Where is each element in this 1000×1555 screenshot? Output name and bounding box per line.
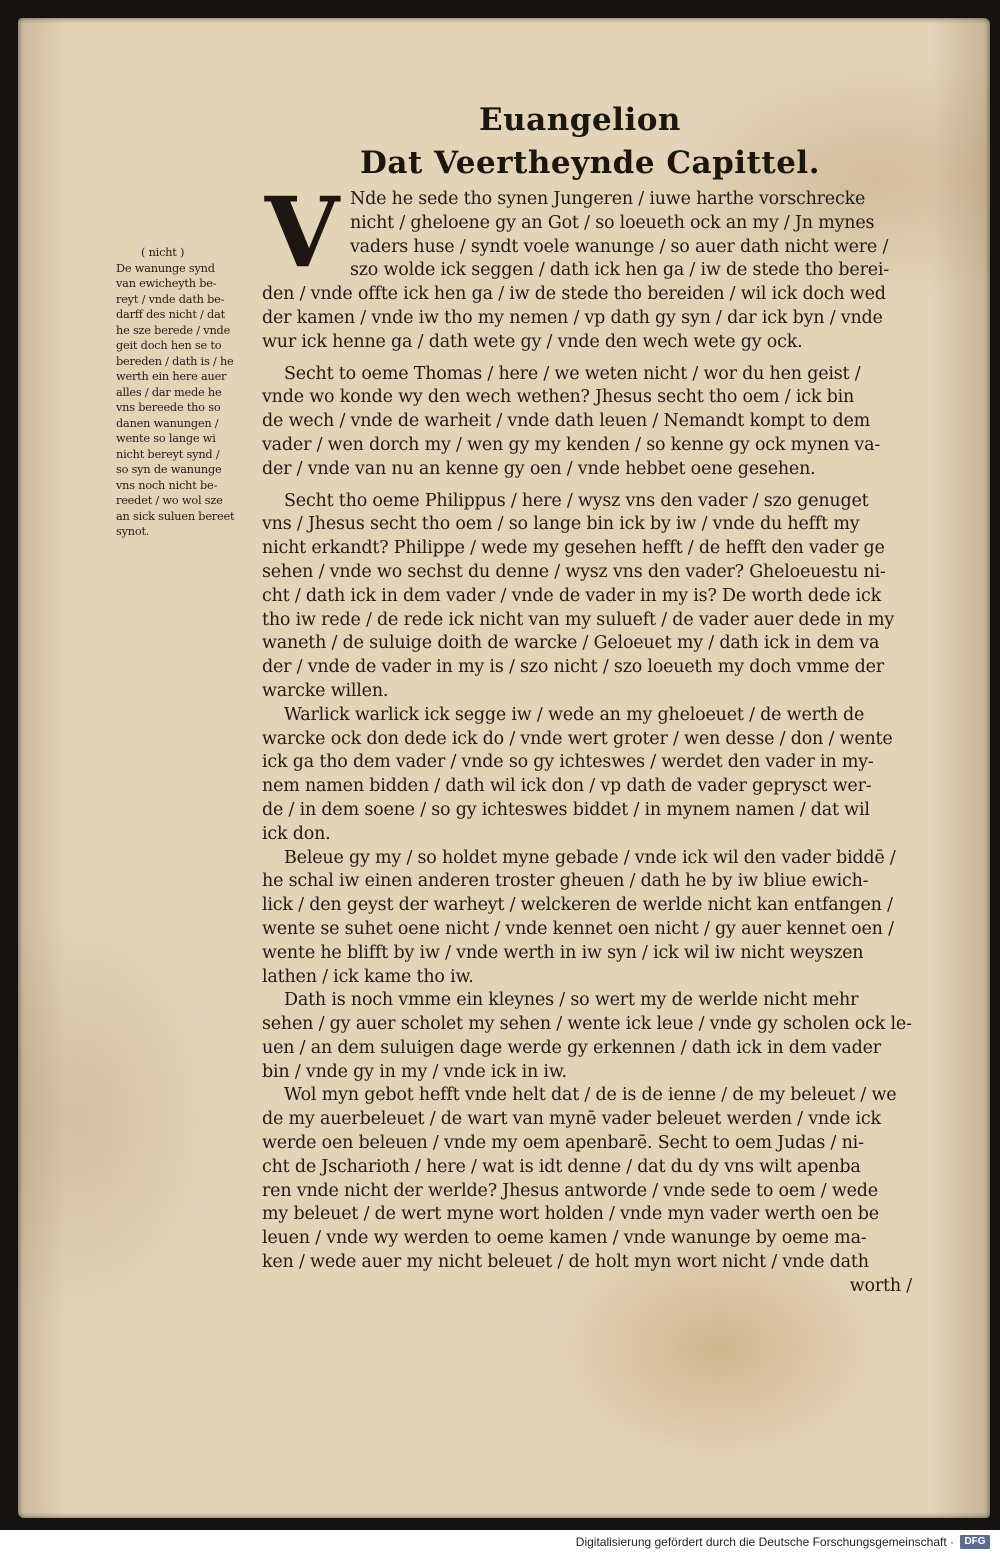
- text-line: vaders huse / syndt voele wanunge / so auer dath nicht were /: [350, 236, 889, 257]
- text-line: uen / an dem suluigen dage werde gy erkennen / dath ick in dem vader: [262, 1037, 881, 1058]
- margin-note-line: bereden / dath is / he: [116, 354, 234, 368]
- text-line: de wech / vnde de warheit / vnde dath leuen / Nemandt kompt to dem: [262, 411, 871, 432]
- margin-note: [116, 245, 262, 540]
- footer-bar: [0, 1530, 1000, 1555]
- text-line: cht de Jscharioth / here / wat is idt denne / dat du dy vns wilt apenba: [262, 1156, 861, 1177]
- text-line: Nde he sede tho synen Jungeren / iuwe harthe vorschrecke: [350, 189, 866, 209]
- margin-note-line: wente so lange wi: [116, 432, 216, 445]
- text-line: ick ga tho dem vader / vnde so gy ichteswes / werdet den vader in my-: [262, 752, 874, 773]
- text-line: de my auerbeleuet / de wart van mynē vader beleuet werden / vnde ick: [262, 1109, 881, 1130]
- text-line: der / vnde de vader in my is / szo nicht / szo loeueth my doch vmme der: [262, 657, 884, 678]
- text-line: nicht / gheloene gy an Got / so loeueth ock an my / Jn mynes: [350, 212, 875, 233]
- margin-note-line: van ewicheyth be-: [116, 277, 217, 290]
- text-line: der / vnde van nu an kenne gy oen / vnde hebbet oene gesehen.: [262, 458, 816, 479]
- funding-notice: Digitalisierung gefördert durch die Deutsche Forschungsgemeinschaft ·: [575, 1535, 954, 1549]
- text-line: lathen / ick kame tho iw.: [262, 966, 474, 987]
- text-line: lick / den geyst der warheyt / welckeren de werlde nicht kan entfangen /: [262, 895, 893, 916]
- margin-note-line: reyt / vnde dath be-: [116, 292, 225, 306]
- text-line: vnde wo konde wy den wech wethen? Jhesus secht tho oem / ick bin: [262, 387, 855, 408]
- margin-note-line: De wanunge synd: [116, 261, 215, 275]
- margin-note-line: an sick suluen bereet: [116, 509, 235, 523]
- text-line: den / vnde offte ick hen ga / iw de stede tho bereiden / wil ick doch wed: [262, 284, 886, 305]
- text-line: Wol myn gebot hefft vnde helt dat / de is de ienne / de my beleuet / we: [284, 1085, 897, 1106]
- decorated-initial: V: [264, 176, 340, 289]
- margin-note-line: werth ein here auer: [116, 370, 227, 383]
- text-line: nicht erkandt? Philippe / wede my gesehen hefft / de hefft den vader ge: [262, 538, 885, 559]
- margin-note-line: vns noch nicht be-: [116, 478, 218, 492]
- text-line: worth /: [849, 1275, 912, 1296]
- text-line: wur ick henne ga / dath wete gy / vnde den wech wete gy ock.: [262, 331, 803, 352]
- chapter-heading: Dat Veertheynde Capittel.: [359, 145, 821, 181]
- text-line: my beleuet / de wert myne wort holden / vnde myn vader werth oen be: [262, 1204, 879, 1225]
- text-line: bin / vnde gy in my / vnde ick in iw.: [262, 1061, 567, 1082]
- margin-note-line: ( nicht ): [141, 246, 185, 259]
- margin-note-line: synot.: [116, 525, 150, 538]
- text-line: wente he blifft by iw / vnde werth in iw syn / ick wil iw nicht weyszen: [262, 942, 864, 963]
- text-line: szo wolde ick seggen / dath ick hen ga / iw de stede tho berei-: [350, 260, 890, 281]
- text-line: sehen / vnde wo sechst du denne / wysz vns den vader? Gheloeuestu ni-: [262, 561, 886, 582]
- text-line: vader / wen dorch my / wen gy my kenden / so kenne gy ock mynen va-: [262, 434, 881, 455]
- margin-note-line: he sze berede / vnde: [116, 323, 231, 337]
- running-title: Euangelion: [479, 102, 681, 138]
- text-line: werde oen beleuen / vnde my oem apenbarē. Secht to oem Judas / ni-: [262, 1133, 864, 1154]
- text-line: wente se suhet oene nicht / vnde kennet oen nicht / gy auer kennet oen /: [262, 918, 894, 939]
- body-text: [262, 188, 912, 1299]
- text-line: Beleue gy my / so holdet myne gebade / vnde ick wil den vader biddē /: [284, 847, 896, 868]
- margin-note-line: vns bereede tho so: [116, 401, 221, 414]
- text-line: warcke ock don dede ick do / vnde wert groter / wen desse / don / wente: [262, 728, 893, 749]
- text-line: Warlick warlick ick segge iw / wede an my gheloeuet / de werth de: [284, 704, 865, 725]
- margin-note-line: danen wanungen /: [116, 416, 219, 430]
- text-line: der kamen / vnde iw tho my nemen / vp dath gy syn / dar ick byn / vnde: [262, 307, 883, 328]
- text-line: Secht tho oeme Philippus / here / wysz vns den vader / szo genuget: [284, 490, 869, 511]
- text-line: warcke willen.: [262, 680, 389, 701]
- text-line: ick don.: [262, 823, 331, 844]
- text-line: vns / Jhesus secht tho oem / so lange bin ick by iw / vnde du hefft my: [262, 514, 860, 535]
- margin-note-line: reedet / wo wol sze: [116, 494, 223, 507]
- text-line: waneth / de suluige doith de warcke / Geloeuet my / dath ick in dem va: [262, 633, 880, 654]
- margin-note-line: nicht bereyt synd /: [116, 447, 220, 461]
- margin-note-line: geit doch hen se to: [116, 339, 222, 352]
- text-line: Secht to oeme Thomas / here / we weten nicht / wor du hen geist /: [284, 363, 861, 384]
- text-line: tho iw rede / de rede ick nicht van my sulueft / de vader auer dede in my: [262, 609, 895, 630]
- margin-note-line: so syn de wanunge: [116, 463, 222, 476]
- text-line: ken / wede auer my nicht beleuet / de holt myn wort nicht / vnde dath: [262, 1252, 869, 1273]
- text-line: sehen / gy auer scholet my sehen / wente ick leue / vnde gy scholen ock le-: [262, 1014, 912, 1035]
- text-line: ren vnde nicht der werlde? Jhesus antwordе / vnde sede to oem / wede: [262, 1180, 878, 1201]
- text-line: he schal iw einen anderen troster gheuen / dath he by iw bliue ewich-: [262, 871, 869, 892]
- margin-note-line: alles / dar mede he: [116, 385, 222, 399]
- text-line: leuen / vnde wy werden to oeme kamen / vnde wanunge by oeme ma-: [262, 1228, 867, 1249]
- text-line: de / in dem soene / so gy ichteswes biddet / in mynem namen / dat wil: [262, 799, 870, 820]
- dfg-logo-icon: DFG: [960, 1535, 990, 1549]
- text-line: nem namen bidden / dath wil ick don / vp dath de vader geprysct wer-: [262, 776, 872, 797]
- margin-note-line: darff des nicht / dat: [116, 308, 225, 321]
- text-line: Dath is noch vmme ein kleynes / so wert my de werlde nicht mehr: [284, 990, 859, 1011]
- text-line: cht / dath ick in dem vader / vnde de vader in my is? De worth dede ick: [262, 585, 881, 606]
